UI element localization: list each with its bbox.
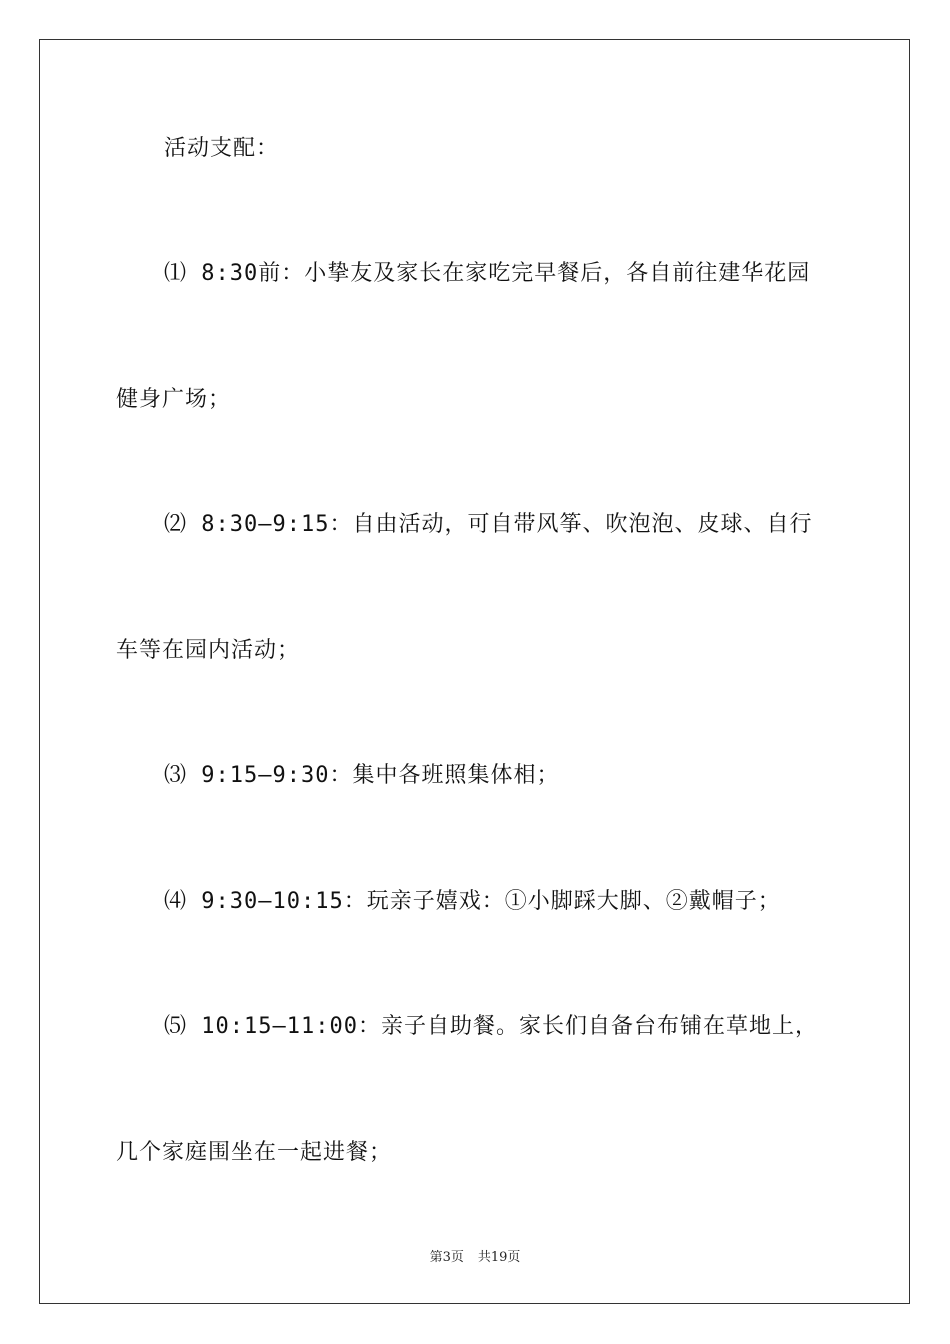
page-frame <box>39 39 910 1304</box>
schedule-item-4: ⑷ 9:30—10:15：玩亲子嬉戏：①小脚踩大脚、②戴帽子； <box>164 889 781 914</box>
page-total: 共19页 <box>477 1250 521 1265</box>
schedule-item-3: ⑶ 9:15—9:30：集中各班照集体相； <box>164 763 560 788</box>
schedule-item-5: ⑸ 10:15—11:00：亲子自助餐。家长们自备台布铺在草地上， <box>164 1014 818 1039</box>
paragraph-heading: 活动支配： <box>164 136 280 161</box>
schedule-item-2: ⑵ 8:30—9:15：自由活动，可自带风筝、吹泡泡、皮球、自行 <box>164 512 813 537</box>
schedule-item-1: ⑴ 8:30前：小挚友及家长在家吃完早餐后，各自前往建华花园 <box>164 261 811 286</box>
schedule-item-5-continued: 几个家庭围坐在一起进餐； <box>116 1140 393 1165</box>
schedule-item-1-continued: 健身广场； <box>116 387 232 412</box>
page-number: 第3页 <box>429 1250 464 1265</box>
page-footer <box>0 1246 950 1265</box>
schedule-item-2-continued: 车等在园内活动； <box>116 638 301 663</box>
